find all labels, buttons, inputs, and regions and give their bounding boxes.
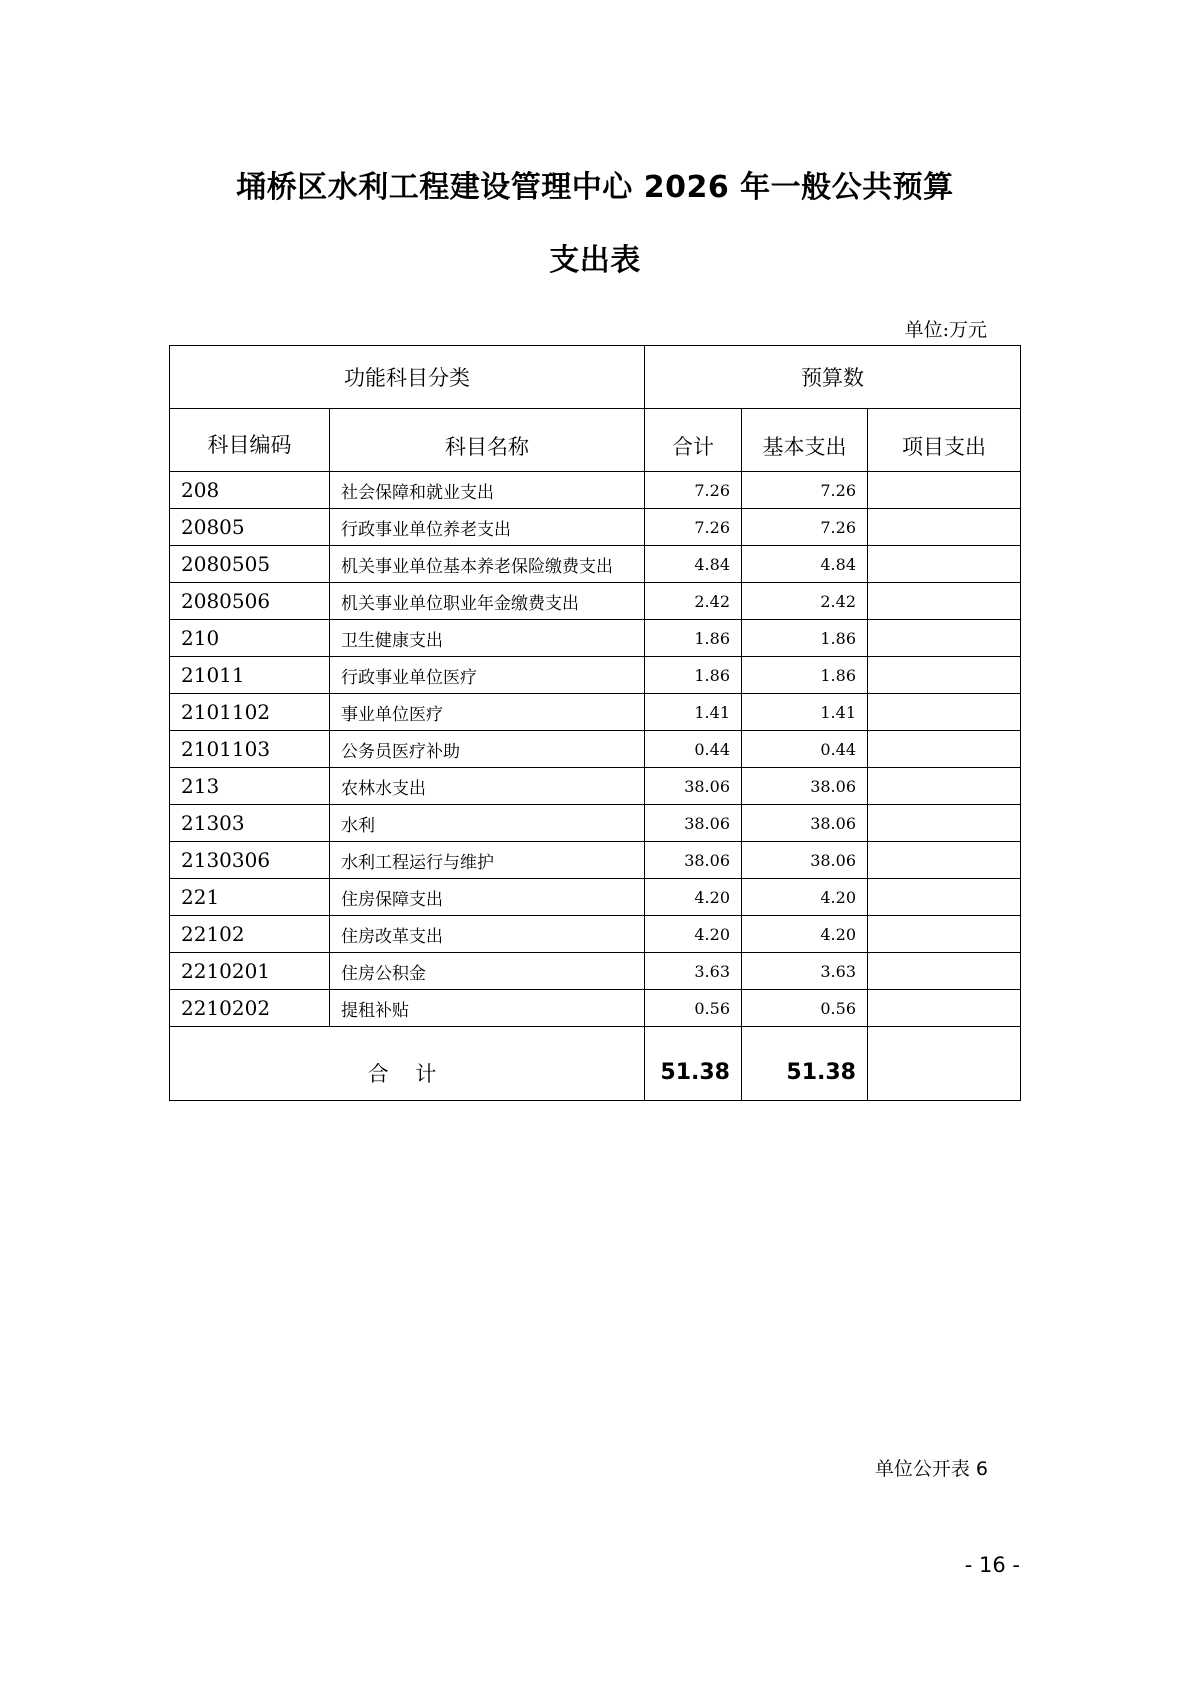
row-basic: 38.06 [742,842,868,879]
row-project [868,916,1021,953]
table-row [170,953,1021,990]
row-project [868,620,1021,657]
row-basic: 0.56 [742,990,868,1027]
row-basic: 3.63 [742,953,868,990]
row-total: 38.06 [645,768,742,805]
header-name: 科目名称 [330,409,645,472]
row-project [868,731,1021,768]
row-project [868,805,1021,842]
total-project [868,1027,1021,1101]
total-basic: 51.38 [742,1027,868,1101]
row-name: 提租补贴 [330,990,645,1027]
header-category: 功能科目分类 [170,346,645,409]
row-name: 行政事业单位养老支出 [330,509,645,546]
header-basic: 基本支出 [742,409,868,472]
row-total: 7.26 [645,509,742,546]
header-code: 科目编码 [170,409,330,472]
row-project [868,583,1021,620]
table-row [170,990,1021,1027]
row-project [868,694,1021,731]
header-row-1 [170,346,1021,409]
unit-label: 单位:万元 [904,319,987,341]
row-total: 38.06 [645,805,742,842]
row-name: 住房保障支出 [330,879,645,916]
row-total: 2.42 [645,583,742,620]
row-code: 2080505 [170,546,330,583]
row-name: 机关事业单位职业年金缴费支出 [330,583,645,620]
page-title: 埇桥区水利工程建设管理中心 2026 年一般公共预算 [236,170,954,205]
row-code: 210 [170,620,330,657]
row-code: 2080506 [170,583,330,620]
row-basic: 1.86 [742,657,868,694]
row-total: 0.56 [645,990,742,1027]
row-total: 1.86 [645,657,742,694]
row-project [868,990,1021,1027]
row-code: 2101102 [170,694,330,731]
row-total: 3.63 [645,953,742,990]
row-project [868,768,1021,805]
row-total: 38.06 [645,842,742,879]
table-row [170,620,1021,657]
row-basic: 4.20 [742,916,868,953]
table-row [170,916,1021,953]
total-label: 合 计 [170,1027,645,1101]
row-code: 2210201 [170,953,330,990]
row-basic: 4.20 [742,879,868,916]
row-project [868,472,1021,509]
row-basic: 1.86 [742,620,868,657]
row-code: 221 [170,879,330,916]
table-row [170,731,1021,768]
row-code: 22102 [170,916,330,953]
row-total: 7.26 [645,472,742,509]
row-basic: 7.26 [742,472,868,509]
row-code: 20805 [170,509,330,546]
row-name: 社会保障和就业支出 [330,472,645,509]
row-name: 事业单位医疗 [330,694,645,731]
row-name: 农林水支出 [330,768,645,805]
row-name: 卫生健康支出 [330,620,645,657]
row-code: 21303 [170,805,330,842]
header-project: 项目支出 [868,409,1021,472]
table-row [170,879,1021,916]
row-project [868,657,1021,694]
row-project [868,509,1021,546]
page-subtitle: 支出表 [549,243,641,278]
row-name: 水利 [330,805,645,842]
row-name: 机关事业单位基本养老保险缴费支出 [330,546,645,583]
row-total: 1.86 [645,620,742,657]
row-project [868,546,1021,583]
table-row [170,842,1021,879]
total-sum: 51.38 [645,1027,742,1101]
row-code: 213 [170,768,330,805]
row-total: 4.20 [645,916,742,953]
row-project [868,953,1021,990]
table-number-note: 单位公开表 6 [874,1458,988,1480]
table-row [170,694,1021,731]
row-project [868,879,1021,916]
table-row [170,583,1021,620]
row-code: 21011 [170,657,330,694]
row-total: 0.44 [645,731,742,768]
row-total: 4.20 [645,879,742,916]
row-code: 208 [170,472,330,509]
row-code: 2130306 [170,842,330,879]
row-basic: 2.42 [742,583,868,620]
row-code: 2210202 [170,990,330,1027]
table-body [170,472,1021,1027]
row-basic: 38.06 [742,805,868,842]
row-basic: 1.41 [742,694,868,731]
row-basic: 0.44 [742,731,868,768]
row-basic: 4.84 [742,546,868,583]
table-row [170,472,1021,509]
budget-table [169,345,1021,1101]
table-row [170,768,1021,805]
page-number: - 16 - [964,1553,1020,1577]
total-row [170,1027,1021,1101]
row-total: 1.41 [645,694,742,731]
row-name: 公务员医疗补助 [330,731,645,768]
header-total: 合计 [645,409,742,472]
row-basic: 7.26 [742,509,868,546]
table-row [170,805,1021,842]
row-name: 住房改革支出 [330,916,645,953]
header-row-2 [170,409,1021,472]
table-row [170,509,1021,546]
header-budget: 预算数 [645,346,1021,409]
row-name: 住房公积金 [330,953,645,990]
table-row [170,546,1021,583]
row-name: 行政事业单位医疗 [330,657,645,694]
row-basic: 38.06 [742,768,868,805]
table-row [170,657,1021,694]
row-project [868,842,1021,879]
row-total: 4.84 [645,546,742,583]
row-name: 水利工程运行与维护 [330,842,645,879]
row-code: 2101103 [170,731,330,768]
